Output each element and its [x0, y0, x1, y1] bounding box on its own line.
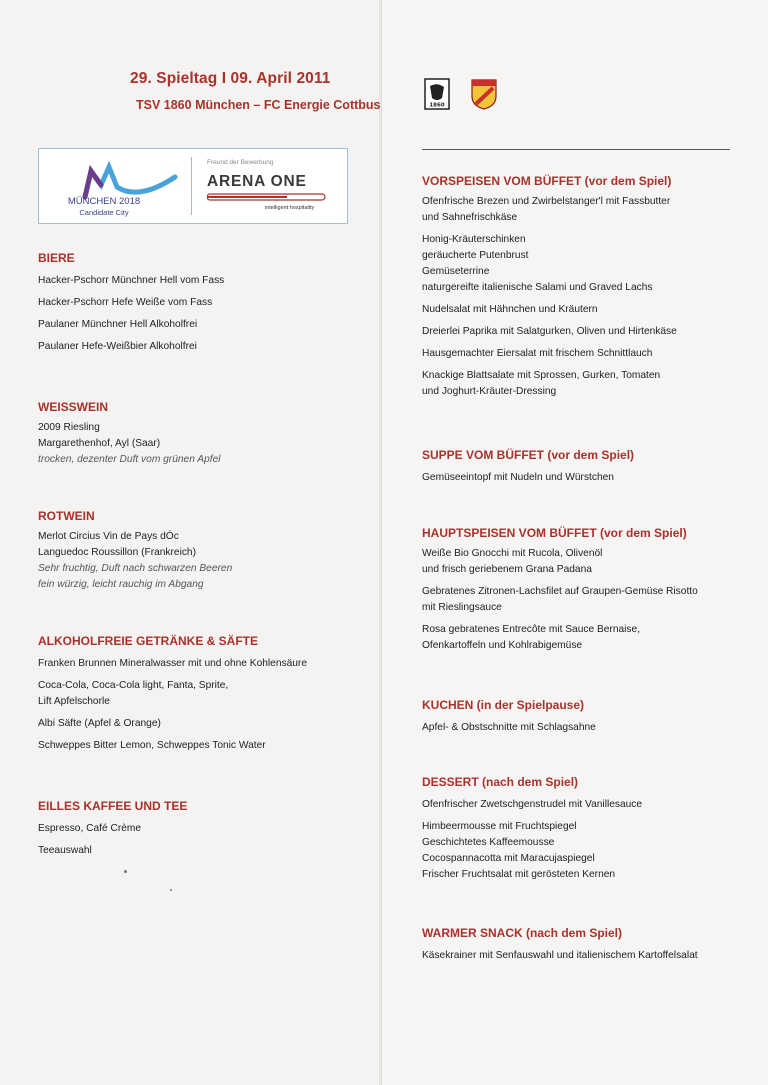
section-title: ROTWEIN — [38, 509, 95, 523]
menu-item: Gebratenes Zitronen-Lachsfilet auf Graupen-Gemüse Risotto — [422, 586, 698, 597]
section-warmer-snack — [422, 926, 698, 964]
wine-line: Languedoc Roussillon (Frankreich) — [38, 547, 196, 558]
section-rotwein — [38, 509, 232, 593]
menu-item: Geschichtetes Kaffeemousse — [422, 837, 555, 848]
section-title: VORSPEISEN VOM BÜFFET (vor dem Spiel) — [422, 174, 672, 188]
section-title: EILLES KAFFEE UND TEE — [38, 799, 188, 813]
menu-item: Teeauswahl — [38, 845, 92, 856]
menu-item: und frisch geriebenem Grana Padana — [422, 564, 592, 575]
right-header-rule — [422, 149, 730, 150]
menu-item: und Joghurt-Kräuter-Dressing — [422, 386, 557, 397]
section-biere — [38, 251, 224, 355]
paper-speck — [124, 870, 127, 873]
section-title: WARMER SNACK (nach dem Spiel) — [422, 926, 623, 940]
wine-note: Sehr fruchtig, Duft nach schwarzen Beeren — [38, 563, 233, 574]
menu-item: Espresso, Café Crème — [38, 823, 142, 834]
section-hauptspeisen — [422, 526, 698, 654]
menu-item: mit Rieslingsauce — [422, 602, 502, 613]
section-title: KUCHEN (in der Spielpause) — [422, 698, 585, 712]
section-suppe — [422, 448, 634, 486]
menu-item: Käsekrainer mit Senfauswahl und italienischem Kartoffelsalat — [422, 950, 698, 961]
wine-note: trocken, dezenter Duft vom grünen Apfel — [38, 454, 221, 465]
section-kuchen — [422, 698, 596, 736]
menu-item: Ofenfrischer Zwetschgenstrudel mit Vanillesauce — [422, 799, 643, 810]
section-title: BIERE — [38, 251, 75, 265]
wine-line: 2009 Riesling — [38, 422, 100, 433]
menu-item: Gemüseeintopf mit Nudeln und Würstchen — [422, 472, 614, 483]
section-title: DESSERT (nach dem Spiel) — [422, 775, 579, 789]
match-teams: TSV 1860 München – FC Energie Cottbus — [136, 98, 381, 112]
section-title: HAUPTSPEISEN VOM BÜFFET (vor dem Spiel) — [422, 526, 687, 540]
tsv-1860-crest-icon — [424, 78, 450, 110]
wine-note: fein würzig, leicht rauchig im Abgang — [38, 579, 204, 590]
menu-item: und Sahnefrischkäse — [422, 212, 518, 223]
menu-item: Himbeermousse mit Fruchtspiegel — [422, 821, 577, 832]
arena-tagline: intelligent hospitality — [265, 205, 315, 211]
menu-item: Hausgemachter Eiersalat mit frischem Schnittlauch — [422, 348, 653, 359]
menu-item: Albi Säfte (Apfel & Orange) — [38, 718, 161, 729]
menu-item: Nudelsalat mit Hähnchen und Kräutern — [422, 304, 598, 315]
arena-bar-icon — [207, 193, 327, 201]
section-kaffee-tee — [38, 799, 187, 859]
menu-item: Paulaner Hefe-Weißbier Alkoholfrei — [38, 341, 197, 352]
wine-line: Margarethenhof, Ayl (Saar) — [38, 438, 161, 449]
menu-item: Rosa gebratenes Entrecôte mit Sauce Bernaise, — [422, 624, 641, 635]
menu-item: Paulaner Münchner Hell Alkoholfrei — [38, 319, 198, 330]
sponsor-divider — [191, 157, 192, 215]
cottbus-crest-icon — [471, 78, 497, 110]
menu-item: Hacker-Pschorr Hefe Weiße vom Fass — [38, 297, 213, 308]
tsv-crest-label: 1860 — [429, 102, 445, 109]
menu-item: Cocospannacotta mit Maracujaspiegel — [422, 853, 595, 864]
menu-item: naturgereifte italienische Salami und Graved Lachs — [422, 282, 653, 293]
paper-speck — [170, 889, 172, 891]
menu-item: Coca-Cola, Coca-Cola light, Fanta, Sprite, — [38, 680, 229, 691]
arena-one-logo: ARENA ONE — [207, 173, 307, 190]
menu-item: Gemüseterrine — [422, 266, 490, 277]
section-title: SUPPE VOM BÜFFET (vor dem Spiel) — [422, 448, 635, 462]
section-title: ALKOHOLFREIE GETRÄNKE & SÄFTE — [38, 634, 259, 648]
muenchen-city-label: MÜNCHEN 2018 — [67, 196, 141, 207]
candidate-city-label: Candidate City — [79, 208, 129, 217]
menu-item: Ofenfrische Brezen und Zwirbelstanger'l mit Fassbutter — [422, 196, 671, 207]
friend-label: Freund der Bewerbung — [207, 159, 274, 166]
section-alkoholfreie-getraenke — [38, 634, 307, 754]
menu-item: Honig-Kräuterschinken — [422, 234, 526, 245]
section-dessert — [422, 775, 642, 883]
menu-item: Ofenkartoffeln und Kohlrabigemüse — [422, 640, 583, 651]
section-vorspeisen — [422, 174, 677, 400]
menu-item: geräucherte Putenbrust — [422, 250, 529, 261]
page-fold — [379, 0, 382, 1085]
menu-item: Lift Apfelschorle — [38, 696, 110, 707]
menu-item: Franken Brunnen Mineralwasser mit und ohne Kohlensäure — [38, 658, 307, 669]
menu-item: Hacker-Pschorr Münchner Hell vom Fass — [38, 275, 225, 286]
section-title: WEISSWEIN — [38, 400, 109, 414]
menu-item: Apfel- & Obstschnitte mit Schlagsahne — [422, 722, 596, 733]
section-weisswein — [38, 400, 221, 468]
menu-item: Dreierlei Paprika mit Salatgurken, Oliven und Hirtenkäse — [422, 326, 677, 337]
menu-item: Weiße Bio Gnocchi mit Rucola, Olivenöl — [422, 548, 603, 559]
menu-item: Schweppes Bitter Lemon, Schweppes Tonic Water — [38, 740, 266, 751]
menu-item: Frischer Fruchtsalat mit gerösteten Kernen — [422, 869, 616, 880]
sponsor-box — [38, 148, 348, 224]
wine-line: Merlot Circius Vin de Pays dÓc — [38, 531, 179, 542]
menu-item: Knackige Blattsalate mit Sprossen, Gurken, Tomaten — [422, 370, 661, 381]
match-date: 29. Spieltag I 09. April 2011 — [130, 70, 331, 87]
